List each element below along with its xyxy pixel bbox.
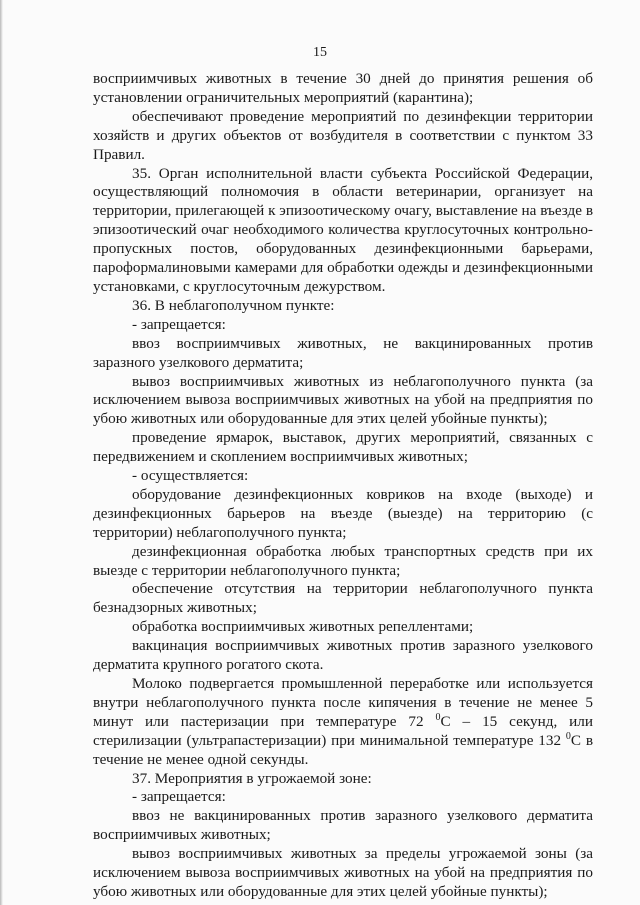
paragraph: ввоз не вакцинированных против заразного узелкового дерматита восприимчивых животных; [93, 807, 593, 844]
paragraph: дезинфекционная обработка любых транспортных средств при их выезде с территории неблагополучного пункта; [93, 542, 593, 579]
section-35-paragraph: 35. Орган исполнительной власти субъекта Российской Федерации, осуществляющий полномочия в области ветеринарии, организует на территории, прилегающей к эпизоотическому очагу, выставление на въезде в эпизоотический очаг необходимого количества круглосуточных контрольно-пропускных постов, оборудованных дезинфекционными барьерами, пароформалиновыми камерами для обработки одежды и дезинфекционными установками, с круглосуточным дежурством. [93, 164, 593, 295]
paragraph: оборудование дезинфекционных ковриков на входе (выходе) и дезинфекционных барьеров на въезде (выезде) на территорию (с территории) неблагополучного пункта; [93, 485, 593, 541]
degree-superscript: 0 [435, 711, 441, 723]
paragraph: вакцинация восприимчивых животных против заразного узелкового дерматита крупного рогатого скота. [93, 637, 593, 674]
paragraph: обеспечение отсутствия на территории неблагополучного пункта безнадзорных животных; [93, 580, 593, 617]
milk-paragraph [93, 675, 593, 770]
paragraph: проведение ярмарок, выставок, других мероприятий, связанных с передвижением и скоплением восприимчивых животных; [93, 429, 593, 466]
paragraph: вывоз восприимчивых животных за пределы угрожаемой зоны (за исключением вывоза восприимчивых животных на убой на предприятия по убою животных или оборудованные для этих целей убойные пункты); [93, 845, 593, 900]
paragraph: ввоз восприимчивых животных, не вакцинированных против заразного узелкового дерматита; [93, 334, 593, 371]
prohibited-label: - запрещается: [132, 788, 226, 806]
page-number: 15 [313, 45, 327, 60]
prohibited-label: - запрещается: [132, 315, 226, 333]
degree-superscript: 0 [565, 730, 571, 742]
paragraph: вывоз восприимчивых животных из неблагополучного пункта (за исключением вывоза восприимчивых животных на убой на предприятия по убою животных или оборудованные для этих целей убойные пункты); [93, 372, 593, 428]
milk-text-part-3: С в течение не менее одной секунды. [93, 731, 593, 768]
paragraph: обработка восприимчивых животных репеллентами; [132, 618, 474, 636]
milk-text-part-1: Молоко подвергается промышленной переработке или используется внутри неблагополучного пункта после кипячения в течение не менее 5 минут или пастеризации при температуре 72 [93, 675, 593, 730]
section-37-heading: 37. Мероприятия в угрожаемой зоне: [132, 769, 372, 787]
performed-label: - осуществляется: [132, 467, 249, 485]
scan-edge-shadow [0, 0, 3, 905]
document-body [93, 70, 593, 902]
paragraph: восприимчивых животных в течение 30 дней до принятия решения об установлении ограничительных мероприятий (карантина); [93, 70, 593, 106]
milk-text-part-2: С – 15 секунд, или стерилизации (ультрапастеризации) при минимальной температуре 132 [93, 712, 594, 749]
section-36-heading: 36. В неблагополучном пункте: [132, 296, 335, 314]
paragraph: обеспечивают проведение мероприятий по дезинфекции территории хозяйств и других объектов от возбудителя в соответствии с пунктом 33 Правил. [93, 107, 593, 163]
